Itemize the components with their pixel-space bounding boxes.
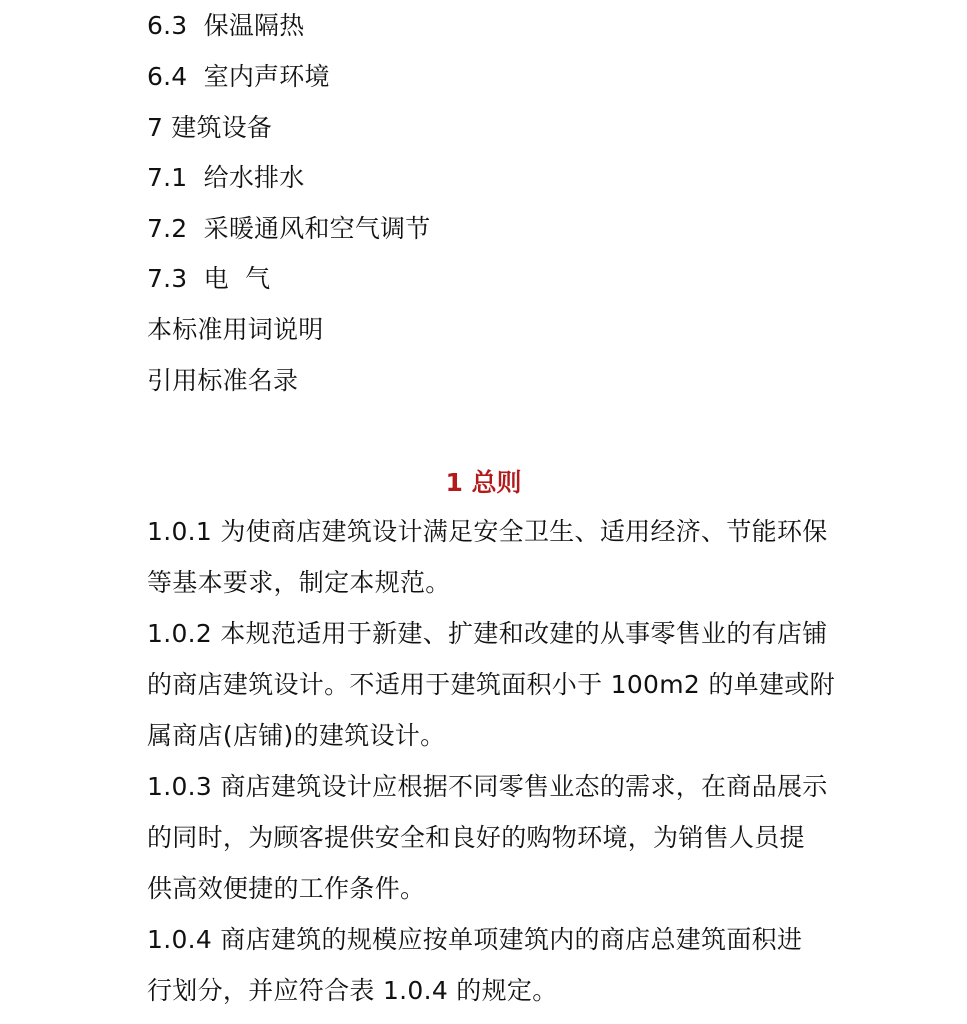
paragraph-line: 的商店建筑设计。不适用于建筑面积小于 100m2 的单建或附 — [147, 670, 835, 699]
paragraph-line: 行划分，并应符合表 1.0.4 的规定。 — [147, 976, 558, 1005]
toc-entry-references: 引用标准名录 — [147, 366, 299, 395]
toc-entry-7-3: 7.3 电 气 — [147, 264, 271, 293]
paragraph-line: 1.0.1 为使商店建筑设计满足安全卫生、适用经济、节能环保 — [147, 517, 828, 546]
toc-entry-terms: 本标准用词说明 — [147, 315, 324, 344]
section-heading: 1 总则 — [445, 468, 522, 497]
toc-entry-6-3: 6.3 保温隔热 — [147, 11, 305, 40]
paragraph-line: 等基本要求，制定本规范。 — [147, 568, 451, 597]
paragraph-line: 属商店(店铺)的建筑设计。 — [147, 721, 446, 750]
paragraph-line: 供高效便捷的工作条件。 — [147, 874, 426, 903]
toc-entry-6-4: 6.4 室内声环境 — [147, 62, 330, 91]
toc-entry-7: 7 建筑设备 — [147, 113, 273, 142]
paragraph-line: 1.0.3 商店建筑设计应根据不同零售业态的需求，在商品展示 — [147, 772, 828, 801]
toc-entry-7-1: 7.1 给水排水 — [147, 163, 305, 192]
paragraph-line: 的同时，为顾客提供安全和良好的购物环境，为销售人员提 — [147, 823, 805, 852]
paragraph-line: 1.0.2 本规范适用于新建、扩建和改建的从事零售业的有店铺 — [147, 619, 828, 648]
paragraph-line: 1.0.4 商店建筑的规模应按单项建筑内的商店总建筑面积进 — [147, 925, 803, 954]
toc-entry-7-2: 7.2 采暖通风和空气调节 — [147, 214, 431, 243]
